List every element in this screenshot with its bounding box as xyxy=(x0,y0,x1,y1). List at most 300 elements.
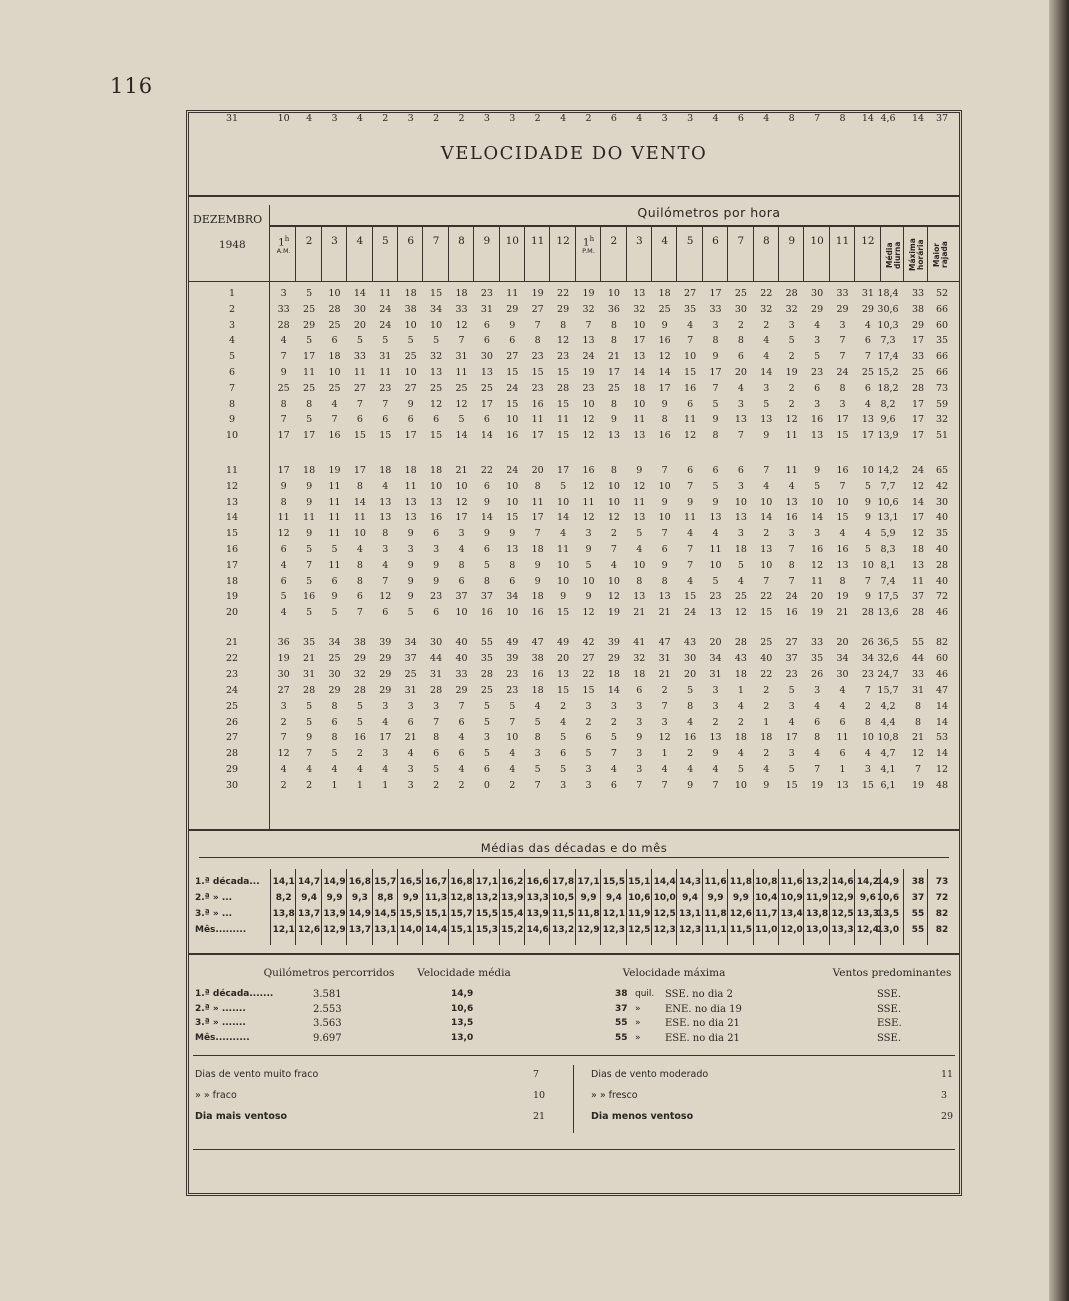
hourly-max: 17 xyxy=(911,398,925,410)
hour-value: 7 xyxy=(458,335,465,347)
hour-value: 28 xyxy=(480,668,493,680)
hour-value: 2 xyxy=(763,528,770,540)
hour-value: 10 xyxy=(861,732,874,744)
average-column-divider xyxy=(524,869,525,945)
average-value: 16,6 xyxy=(526,877,549,887)
max-gust: 53 xyxy=(935,732,949,744)
hour-value: 10 xyxy=(328,288,341,299)
hour-value: 9 xyxy=(661,319,668,331)
hour-value: 21 xyxy=(455,465,468,476)
hour-value: 22 xyxy=(760,591,773,603)
hour-value: 5 xyxy=(433,764,440,776)
hour-value: 23 xyxy=(785,668,798,680)
average-value: 12,3 xyxy=(653,925,676,935)
hour-value: 32 xyxy=(582,303,595,315)
hour-value: 10 xyxy=(607,480,620,492)
averages-rule xyxy=(199,857,949,858)
hourly-grid xyxy=(189,113,959,1193)
hour-value: 3 xyxy=(864,764,871,776)
hour-value: 18 xyxy=(633,382,646,394)
hour-value: 6 xyxy=(814,382,821,394)
average-value: 8,2 xyxy=(275,893,292,903)
grid-bottom-rule xyxy=(189,829,959,831)
hour-value: 31 xyxy=(404,684,417,696)
hour-value: 4 xyxy=(382,764,389,776)
hour-value: 41 xyxy=(633,637,646,648)
day-label: 12 xyxy=(225,480,239,492)
hourly-max: 31 xyxy=(911,684,925,696)
hour-value: 11 xyxy=(404,480,417,492)
hour-value: 5 xyxy=(636,528,643,540)
hour-value: 7 xyxy=(382,575,389,587)
hour-value: 28 xyxy=(557,382,570,394)
hour-value: 3 xyxy=(433,544,440,555)
daily-mean: 13,1 xyxy=(877,512,899,524)
max-gust: 66 xyxy=(935,303,949,315)
hour-value: 10 xyxy=(557,575,570,587)
hour-value: 24 xyxy=(506,465,519,476)
hour-value: 32 xyxy=(633,652,646,664)
hour-value: 6 xyxy=(814,716,821,728)
hour-value: 11 xyxy=(328,559,341,571)
hour-value: 17 xyxy=(303,430,316,442)
hour-value: 30 xyxy=(811,288,824,299)
hour-value: 6 xyxy=(737,351,744,363)
max-gust: 59 xyxy=(935,398,949,410)
hour-value: 12 xyxy=(785,414,798,426)
hour-value: 27 xyxy=(785,637,798,648)
hour-value: 29 xyxy=(353,652,366,664)
summary-predominant: ESE. xyxy=(877,1018,902,1029)
hour-value: 8 xyxy=(712,335,719,347)
hour-value: 8 xyxy=(610,465,617,476)
hour-value: 3 xyxy=(382,700,389,712)
hour-header-5: 5 xyxy=(381,235,389,247)
average-value: 15,1 xyxy=(424,909,448,919)
average-value: 12,1 xyxy=(602,909,625,919)
hour-value: 6 xyxy=(407,414,414,426)
hour-value: 7 xyxy=(687,544,694,555)
hourly-max: 12 xyxy=(911,748,925,760)
hour-value: 33 xyxy=(836,288,849,299)
day-label: 7 xyxy=(228,382,236,394)
average-mean: 13,0 xyxy=(876,925,900,935)
hour-value: 5 xyxy=(483,716,490,728)
hour-value: 19 xyxy=(836,591,849,603)
hour-value: 5 xyxy=(814,480,821,492)
hour-value: 6 xyxy=(433,607,440,619)
hour-value: 7 xyxy=(356,607,363,619)
hour-value: 5 xyxy=(407,335,414,347)
hour-value: 7 xyxy=(864,575,871,587)
hour-value: 7 xyxy=(687,559,694,571)
hour-value: 14 xyxy=(480,430,493,442)
hour-value: 4 xyxy=(382,480,389,492)
max-gust: 14 xyxy=(935,716,949,728)
hour-value: 11 xyxy=(811,575,824,587)
max-gust: 65 xyxy=(935,465,949,476)
average-column-divider xyxy=(600,869,601,945)
day-label: 8 xyxy=(228,398,236,410)
hour-value: 15 xyxy=(684,591,697,603)
hour-value: 5 xyxy=(331,607,338,619)
summary-km: 9.697 xyxy=(313,1032,342,1044)
hour-value: 33 xyxy=(709,303,722,315)
hour-value: 11 xyxy=(328,480,341,492)
hour-value: 38 xyxy=(353,637,366,648)
hour-value: 7 xyxy=(687,335,694,347)
hourly-max: 28 xyxy=(911,382,925,394)
day-label: 1 xyxy=(228,288,236,299)
average-value: 13,9 xyxy=(501,893,524,903)
hour-value: 19 xyxy=(811,607,824,619)
max-gust: 46 xyxy=(935,607,949,619)
average-value: 15,5 xyxy=(602,877,625,887)
summary-label: 2.ª » ....... xyxy=(195,1003,246,1014)
average-value: 14,6 xyxy=(526,925,549,935)
average-value: 13,9 xyxy=(323,909,346,919)
hour-value: 9 xyxy=(407,398,414,410)
hour-value: 11 xyxy=(328,512,341,524)
hour-value: 18 xyxy=(455,288,468,299)
hour-value: 10 xyxy=(404,367,417,378)
hour-value: 28 xyxy=(430,684,443,696)
hour-value: 9 xyxy=(407,559,414,571)
hour-value: 10 xyxy=(430,480,443,492)
hour-value: 2 xyxy=(788,351,795,363)
averages-title: Médias das décadas e do mês xyxy=(480,841,668,855)
hour-value: 5 xyxy=(306,414,313,426)
summary-vm: 13,5 xyxy=(451,1018,474,1028)
hour-value: 4 xyxy=(687,764,694,776)
hour-value: 4 xyxy=(636,544,643,555)
daily-mean: 4,2 xyxy=(880,700,896,712)
hour-value: 25 xyxy=(658,303,671,315)
hour-value: 6 xyxy=(433,748,440,760)
average-value: 15,7 xyxy=(374,877,397,887)
hour-value: 8 xyxy=(661,414,668,426)
hour-value: 3 xyxy=(585,780,592,792)
hour-value: 4 xyxy=(737,575,744,587)
hour-value: 25 xyxy=(455,382,468,394)
average-value: 11,3 xyxy=(424,893,448,903)
hour-value: 9 xyxy=(763,430,770,442)
average-value: 11,8 xyxy=(704,909,727,919)
hour-value: 15 xyxy=(785,780,798,792)
hour-value: 5 xyxy=(864,480,871,492)
hour-value: 4 xyxy=(280,607,287,619)
hour-value: 20 xyxy=(709,637,722,648)
hour-value: 15 xyxy=(557,607,570,619)
hour-value: 2 xyxy=(687,748,694,760)
table-frame xyxy=(186,110,962,1196)
average-value: 12,9 xyxy=(323,925,346,935)
hour-value: 9 xyxy=(433,559,440,571)
hour-value: 40 xyxy=(455,637,468,648)
hour-value: 10 xyxy=(633,559,646,571)
average-value: 16,2 xyxy=(501,877,524,887)
hour-value: 10 xyxy=(607,496,620,508)
hour-value: 23 xyxy=(506,684,519,696)
hour-value: 3 xyxy=(636,748,643,760)
hour-value: 5 xyxy=(788,764,795,776)
hour-value: 3 xyxy=(712,684,719,696)
average-value: 10,5 xyxy=(551,893,575,903)
hour-value: 32 xyxy=(633,303,646,315)
daily-mean: 7,4 xyxy=(880,575,896,587)
hour-value: 18 xyxy=(303,465,316,476)
hour-value: 6 xyxy=(407,716,414,728)
hour-value: 39 xyxy=(607,637,620,648)
hourly-max: 33 xyxy=(911,288,925,299)
hour-value: 23 xyxy=(709,591,722,603)
hour-value: 6 xyxy=(839,748,846,760)
daily-mean: 7,3 xyxy=(880,335,896,347)
hour-value: 9 xyxy=(687,780,694,792)
hour-value: 15 xyxy=(557,684,570,696)
average-value: 13,3 xyxy=(831,925,854,935)
hour-value: 7 xyxy=(788,544,795,555)
hourly-max: 13 xyxy=(911,559,925,571)
extra-header-1: Média diurna xyxy=(885,241,902,269)
page-title: VELOCIDADE DO VENTO xyxy=(440,143,708,164)
average-mean: 13,5 xyxy=(876,909,900,919)
average-value: 11,5 xyxy=(551,909,575,919)
hour-value: 21 xyxy=(607,351,620,363)
hour-value: 8 xyxy=(636,575,643,587)
average-value: 15,1 xyxy=(450,925,473,935)
hour-value: 12 xyxy=(734,607,747,619)
average-column-divider xyxy=(295,869,296,945)
hour-value: 6 xyxy=(864,382,871,394)
average-column-divider xyxy=(778,869,779,945)
hour-value: 4 xyxy=(737,382,744,394)
average-column-divider xyxy=(372,869,373,945)
hour-value: 31 xyxy=(430,668,443,680)
hour-value: 8 xyxy=(610,398,617,410)
average-extra-divider xyxy=(903,869,904,945)
hour-value: 35 xyxy=(303,637,316,648)
hour-value: 3 xyxy=(407,113,414,124)
hour-value: 4 xyxy=(864,319,871,331)
hour-value: 29 xyxy=(379,684,392,696)
hour-value: 5 xyxy=(763,398,770,410)
hour-value: 29 xyxy=(379,668,392,680)
day-label: 21 xyxy=(225,637,239,648)
hour-value: 42 xyxy=(582,637,595,648)
hour-value: 14 xyxy=(811,512,824,524)
hour-value: 39 xyxy=(379,637,392,648)
average-value: 9,4 xyxy=(682,893,699,903)
hour-value: 12 xyxy=(582,512,595,524)
hour-value: 6 xyxy=(509,575,516,587)
hour-value: 13 xyxy=(734,512,747,524)
average-value: 11,9 xyxy=(805,893,829,903)
hour-value: 4 xyxy=(763,335,770,347)
day-label: 10 xyxy=(225,430,239,442)
hour-value: 27 xyxy=(353,382,366,394)
hour-value: 12 xyxy=(277,748,290,760)
hour-value: 8 xyxy=(483,575,490,587)
hour-value: 3 xyxy=(839,398,846,410)
average-column-divider xyxy=(422,869,423,945)
hour-value: 8 xyxy=(788,113,795,124)
hour-value: 29 xyxy=(861,303,874,315)
hourly-max: 7 xyxy=(914,764,922,776)
hourly-max: 33 xyxy=(911,668,925,680)
hour-value: 20 xyxy=(531,465,544,476)
daily-mean: 5,9 xyxy=(880,528,896,540)
hour-value: 2 xyxy=(458,780,465,792)
hour-value: 12 xyxy=(684,430,697,442)
summary-km: 2.553 xyxy=(313,1003,342,1015)
hour-value: 10 xyxy=(633,319,646,331)
hour-value: 12 xyxy=(633,480,646,492)
hour-value: 25 xyxy=(861,367,874,378)
hour-value: 8 xyxy=(382,528,389,540)
hour-value: 13 xyxy=(633,591,646,603)
hour-value: 13 xyxy=(430,496,443,508)
hour-value: 2 xyxy=(585,716,592,728)
hour-value: 5 xyxy=(560,732,567,744)
hour-value: 24 xyxy=(836,367,849,378)
hour-value: 19 xyxy=(582,367,595,378)
hour-value: 10 xyxy=(557,496,570,508)
hour-value: 4 xyxy=(610,764,617,776)
hour-value: 5 xyxy=(610,732,617,744)
hour-value: 10 xyxy=(430,319,443,331)
hour-value: 34 xyxy=(836,652,849,664)
hour-value: 19 xyxy=(607,607,620,619)
hour-value: 7 xyxy=(712,780,719,792)
hour-value: 1 xyxy=(763,716,770,728)
hour-value: 3 xyxy=(788,319,795,331)
summary-bottom-rule xyxy=(193,1055,955,1056)
hour-value: 4 xyxy=(306,764,313,776)
hour-value: 2 xyxy=(306,780,313,792)
hour-value: 29 xyxy=(379,652,392,664)
average-column-divider xyxy=(321,869,322,945)
average-value: 12,8 xyxy=(450,893,473,903)
summary-vm: 14,9 xyxy=(451,989,474,999)
footer-right-label: Dias de vento moderado xyxy=(591,1069,709,1080)
hour-value: 27 xyxy=(531,303,544,315)
average-value: 11,0 xyxy=(755,925,778,935)
hour-value: 3 xyxy=(737,480,744,492)
hour-value: 18 xyxy=(430,465,443,476)
summary-direction: SSE. no dia 2 xyxy=(665,989,733,1000)
hour-header-13: 1$^h$ P.M. xyxy=(582,235,595,255)
hour-value: 25 xyxy=(480,684,493,696)
hour-value: 10 xyxy=(811,496,824,508)
hour-value: 7 xyxy=(610,544,617,555)
hour-value: 1 xyxy=(737,684,744,696)
hour-value: 7 xyxy=(814,764,821,776)
hour-value: 11 xyxy=(684,414,697,426)
hour-value: 6 xyxy=(433,528,440,540)
hour-value: 6 xyxy=(483,414,490,426)
hour-value: 34 xyxy=(709,652,722,664)
hour-value: 6 xyxy=(509,335,516,347)
hour-value: 17 xyxy=(353,465,366,476)
hour-value: 28 xyxy=(785,288,798,299)
average-column-divider xyxy=(575,869,576,945)
max-gust: 35 xyxy=(935,335,949,347)
hour-value: 14 xyxy=(353,496,366,508)
hour-value: 4 xyxy=(356,113,363,124)
average-column-divider xyxy=(499,869,500,945)
average-value: 15,2 xyxy=(501,925,524,935)
hour-value: 8 xyxy=(458,559,465,571)
hour-value: 16 xyxy=(531,398,544,410)
average-value: 14,0 xyxy=(399,925,422,935)
hour-value: 30 xyxy=(684,652,697,664)
hour-value: 10 xyxy=(506,414,519,426)
hour-value: 4 xyxy=(382,716,389,728)
hour-value: 4 xyxy=(763,351,770,363)
hourly-max: 11 xyxy=(911,575,925,587)
hour-value: 23 xyxy=(557,351,570,363)
average-value: 15,7 xyxy=(450,909,473,919)
hour-value: 5 xyxy=(560,764,567,776)
hour-value: 24 xyxy=(582,351,595,363)
average-value: 13,3 xyxy=(856,909,879,919)
average-value: 15,5 xyxy=(399,909,422,919)
footer-bottom-rule xyxy=(193,1149,955,1150)
hour-value: 25 xyxy=(760,637,773,648)
average-column-divider xyxy=(727,869,728,945)
hour-value: 6 xyxy=(458,748,465,760)
hour-value: 17 xyxy=(658,382,671,394)
hour-value: 6 xyxy=(483,319,490,331)
hour-value: 8 xyxy=(306,398,313,410)
hour-value: 15 xyxy=(506,512,519,524)
average-value: 13,4 xyxy=(780,909,803,919)
hour-value: 9 xyxy=(483,528,490,540)
hour-value: 30 xyxy=(430,637,443,648)
average-value: 13,2 xyxy=(551,925,575,935)
hour-value: 11 xyxy=(582,496,595,508)
hour-value: 7 xyxy=(864,684,871,696)
average-value: 13,1 xyxy=(374,925,397,935)
hour-value: 4 xyxy=(864,398,871,410)
hour-value: 9 xyxy=(763,780,770,792)
hourly-max: 19 xyxy=(911,780,925,792)
hour-value: 3 xyxy=(687,113,694,124)
hour-value: 6 xyxy=(458,716,465,728)
hour-value: 7 xyxy=(509,716,516,728)
hour-value: 5 xyxy=(483,748,490,760)
month-label: DEZEMBRO xyxy=(193,213,263,226)
hour-value: 3 xyxy=(712,700,719,712)
average-value: 14,9 xyxy=(348,909,371,919)
hour-header-19: 7 xyxy=(737,235,745,247)
hour-header-8: 8 xyxy=(458,235,465,247)
hour-value: 17 xyxy=(531,430,544,442)
hour-value: 7 xyxy=(737,430,744,442)
hour-value: 11 xyxy=(633,496,646,508)
hour-value: 13 xyxy=(709,512,722,524)
hour-value: 3 xyxy=(661,113,668,124)
hour-value: 15 xyxy=(684,367,697,378)
average-value: 12,5 xyxy=(831,909,854,919)
average-value: 10,8 xyxy=(755,877,778,887)
hour-value: 35 xyxy=(480,652,493,664)
hour-value: 12 xyxy=(582,430,595,442)
average-gust: 82 xyxy=(935,909,949,919)
hour-value: 44 xyxy=(430,652,443,664)
hour-value: 11 xyxy=(328,528,341,540)
